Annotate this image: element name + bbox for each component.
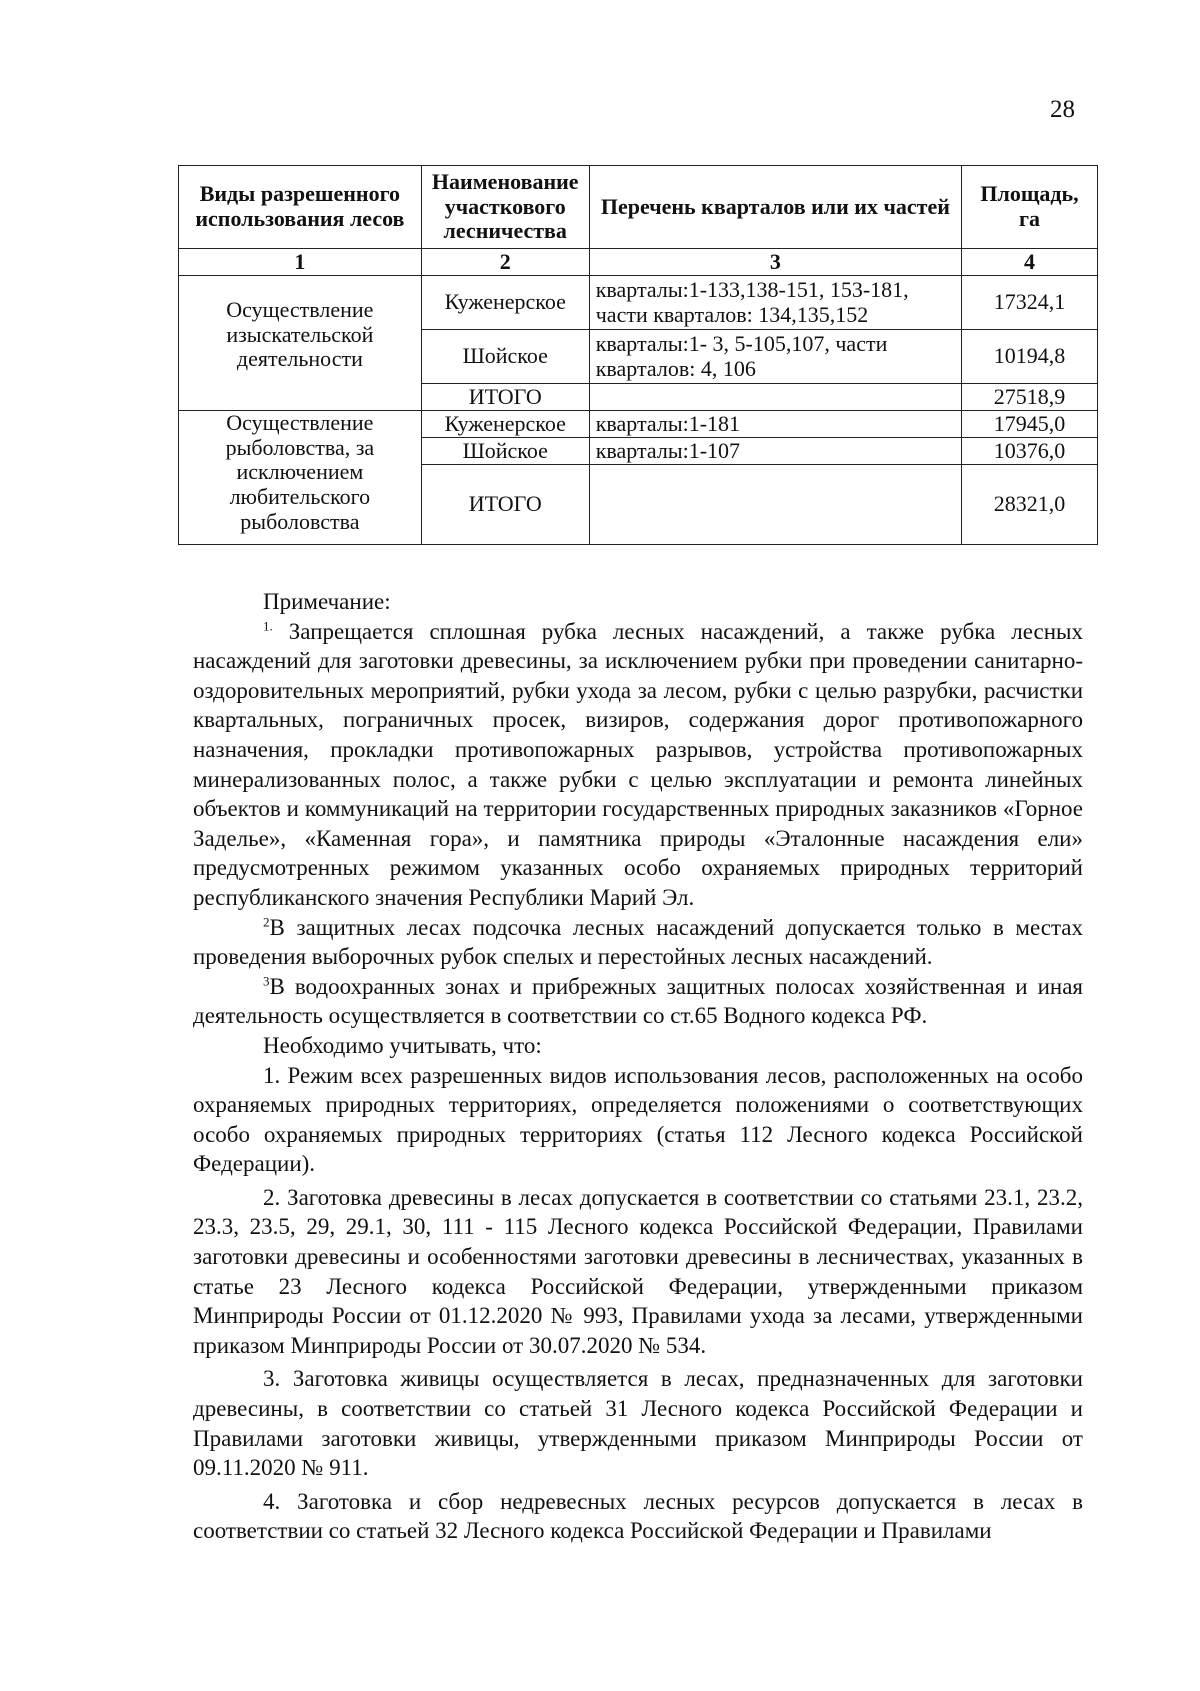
note-1	[193, 617, 1083, 913]
notes-section	[193, 587, 1083, 1546]
area-cell: 17324,1	[962, 276, 1098, 330]
list-item-2: 2. Заготовка древесины в лесах допускается в соответствии со статьями 23.1, 23.2, 23.3, 23.5, 29, 29.1, 30, 111 - 115 Лесного кодекса Российской Федерации, Правилами заготовки древесины и особенностями заготовки древесины в лесничествах, указанных в статье 23 Лесного кодекса Российской Федерации, утвержденными приказом Минприроды России от 01.12.2020 № 993, Правилами ухода за лесами, утвержденными приказом Минприроды России от 30.07.2020 № 534.	[193, 1184, 1083, 1358]
area-cell: 27518,9	[962, 384, 1098, 411]
column-number: 2	[421, 249, 589, 276]
list-item-1: 1. Режим всех разрешенных видов использования лесов, расположенных на особо охраняемых природных территориях, определяется положениями о соответствующих особо охраняемых природных территориях (статья 112 Лесного кодекса Российской Федерации).	[193, 1062, 1083, 1177]
quarters-cell: кварталы:1-107	[589, 438, 961, 465]
table-row	[179, 276, 1098, 330]
forestry-cell: ИТОГО	[421, 384, 589, 411]
forestry-cell: Шойское	[421, 330, 589, 384]
column-number: 3	[589, 249, 961, 276]
use-type-cell	[179, 276, 422, 411]
note-2-text: В защитных лесах подсочка лесных насаждений допускается только в местах проведения выборочных рубок спелых и перестойных лесных насаждений.	[193, 914, 1083, 970]
table-row	[179, 411, 1098, 438]
forestry-cell: Шойское	[421, 438, 589, 465]
quarters-cell: кварталы:1- 3, 5-105,107, части кварталов: 4, 106	[589, 330, 961, 384]
note-1-text: Запрещается сплошная рубка лесных насаждений, а также рубка лесных насаждений для заготовки древесины, за исключением рубки при проведении санитарно-оздоровительных мероприятий, рубки ухода за лесом, рубки с целью разрубки, расчистки квартальных, пограничных просек, визиров, содержания дорог противопожарного назначения, прокладки противопожарных разрывов, устройства противопожарных минерализованных полос, а также рубки с целью эксплуатации и ремонта линейных объектов и коммуникаций на территории государственных природных заказников «Горное Заделье», «Каменная гора», и памятника природы «Эталонные насаждения ели» предусмотренных режимом указанных особо охраняемых природных территорий республиканского значения Республики Марий Эл.	[193, 618, 1084, 910]
quarters-cell: кварталы:1-133,138-151, 153-181, части кварталов: 134,135,152	[589, 276, 961, 330]
column-number: 4	[962, 249, 1098, 276]
forestry-cell: ИТОГО	[421, 465, 589, 545]
note-3-text: В водоохранных зонах и прибрежных защитных полосах хозяйственная и иная деятельность осуществляется в соответствии со ст.65 Водного кодекса РФ.	[193, 973, 1083, 1029]
quarters-cell: кварталы:1-181	[589, 411, 961, 438]
notes-title: Примечание:	[263, 589, 391, 614]
use-type-cell	[179, 411, 422, 545]
page-number: 28	[1050, 96, 1075, 123]
header-use-type: Виды разрешенного использования лесов	[179, 166, 422, 249]
note-1-mark: 1.	[263, 617, 273, 633]
list-item-4: 4. Заготовка и сбор недревесных лесных ресурсов допускается в лесах в соответствии со статьей 32 Лесного кодекса Российской Федерации и Правилами	[193, 1488, 1083, 1544]
note-2-mark: 2	[263, 913, 270, 929]
forest-use-table	[178, 165, 1098, 545]
column-number-row	[179, 249, 1098, 276]
list-item-3: 3. Заготовка живицы осуществляется в лесах, предназначенных для заготовки древесины, в соответствии со статьей 31 Лесного кодекса Российской Федерации и Правилами заготовки живицы, утвержденными приказом Минприроды России от 09.11.2020 № 911.	[193, 1366, 1083, 1481]
forestry-cell: Куженерское	[421, 276, 589, 330]
consider-heading: Необходимо учитывать, что:	[263, 1032, 542, 1058]
area-cell: 17945,0	[962, 411, 1098, 438]
use-type-text: Осуществление рыболовства, за исключением любительского рыболовства	[225, 410, 375, 534]
header-area: Площадь, га	[962, 166, 1098, 249]
area-cell: 10194,8	[962, 330, 1098, 384]
note-2	[193, 913, 1083, 972]
area-cell: 28321,0	[962, 465, 1098, 545]
note-3	[193, 972, 1083, 1031]
quarters-cell	[589, 465, 961, 545]
quarters-cell	[589, 384, 961, 411]
forestry-cell: Куженерское	[421, 411, 589, 438]
header-quarters: Перечень кварталов или их частей	[589, 166, 961, 249]
note-3-mark: 3	[263, 973, 270, 989]
area-cell: 10376,0	[962, 438, 1098, 465]
header-forestry: Наименование участкового лесничества	[421, 166, 589, 249]
use-type-text: Осуществление изыскательской деятельности	[226, 297, 374, 372]
column-number: 1	[179, 249, 422, 276]
table-header-row	[179, 166, 1098, 249]
